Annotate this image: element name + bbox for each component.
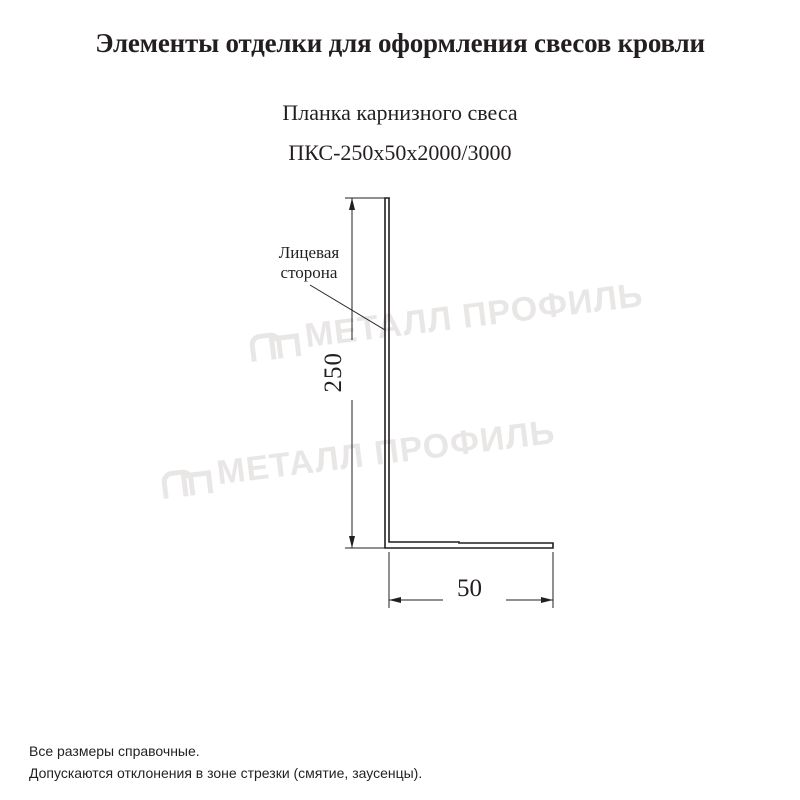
callout-label-line1: Лицевая	[278, 243, 340, 262]
callout-label-line2: сторона	[280, 263, 338, 282]
callout-leader	[310, 285, 385, 330]
note-line-2: Допускаются отклонения в зоне стрезки (смятие, заусенцы).	[29, 765, 423, 781]
product-name: Планка карнизного свеса	[282, 100, 518, 125]
product-code: ПКС-250х50х2000/3000	[288, 140, 512, 165]
watermark-text: МЕТАЛЛ ПРОФИЛЬ	[302, 275, 646, 356]
profile-outline	[385, 198, 553, 548]
callout-label	[249, 243, 369, 283]
watermark-text: МЕТАЛЛ ПРОФИЛЬ	[214, 412, 558, 493]
note-line-1: Все размеры справочные.	[29, 743, 200, 759]
dimension-label-horizontal: 50	[457, 575, 482, 602]
footer-notes	[29, 740, 422, 784]
dimension-label-vertical: 250	[320, 352, 347, 393]
page-title: Элементы отделки для оформления свесов кровли	[95, 28, 705, 58]
